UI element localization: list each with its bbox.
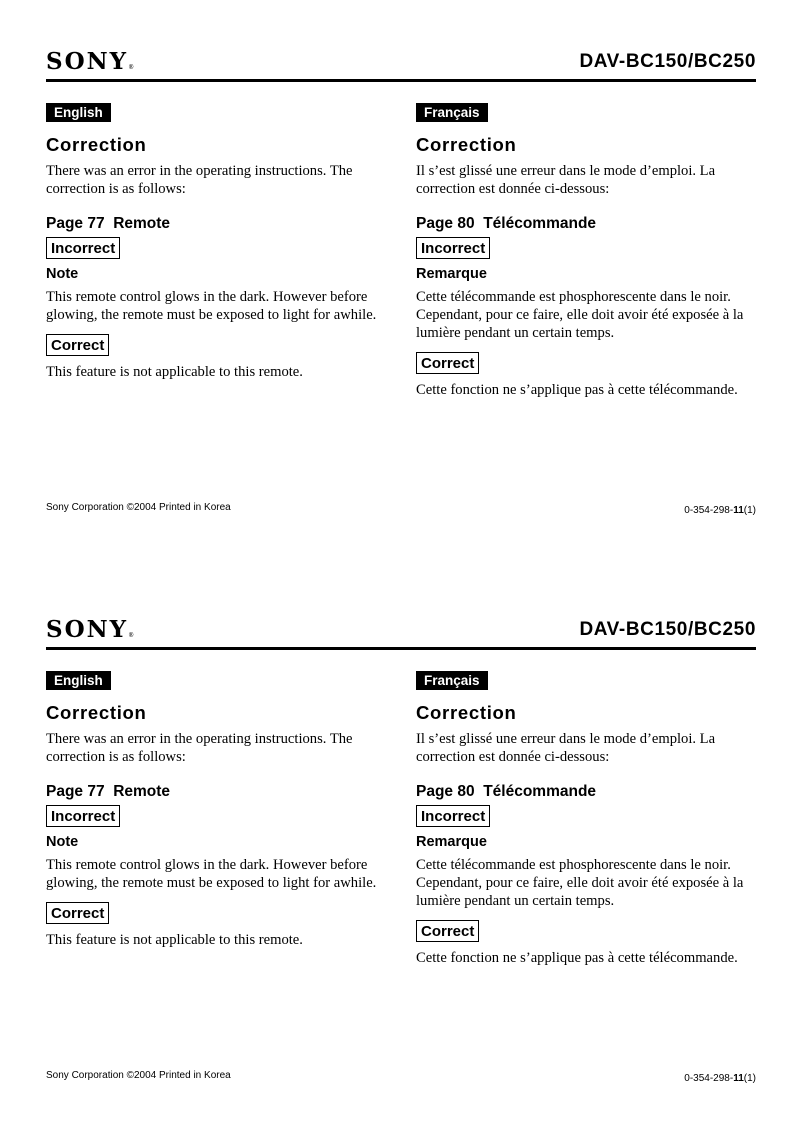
page-reference: Page 77 Remote bbox=[46, 215, 171, 232]
page-reference: Page 80 Télécommande bbox=[416, 215, 597, 232]
intro-text: There was an error in the operating instructions. The correction is as follows: bbox=[46, 163, 353, 197]
note-heading: Note bbox=[46, 266, 79, 282]
incorrect-text: This remote control glows in the dark. However before glowing, the remote must be exposed to light for awhile. bbox=[46, 289, 377, 323]
page-reference: Page 77 Remote bbox=[46, 783, 171, 800]
correct-label: Correct bbox=[46, 902, 109, 924]
page-reference: Page 80 Télécommande bbox=[416, 783, 597, 800]
part-number bbox=[684, 505, 756, 517]
model-number: DAV-BC150/BC250 bbox=[579, 51, 756, 72]
note-heading: Note bbox=[46, 834, 79, 850]
copyright-footer: Sony Corporation ©2004 Printed in Korea bbox=[46, 502, 231, 513]
registered-mark-icon: ® bbox=[128, 64, 135, 71]
header-rule bbox=[46, 647, 756, 650]
correct-label: Correct bbox=[416, 352, 479, 374]
correct-text: Cette fonction ne s’applique pas à cette télécommande. bbox=[416, 382, 738, 398]
correct-text: This feature is not applicable to this remote. bbox=[46, 932, 303, 948]
french-column bbox=[416, 671, 761, 967]
part-number-prefix: 0-354-298- bbox=[684, 1073, 734, 1084]
language-badge-french: Français bbox=[416, 671, 488, 690]
english-column bbox=[46, 103, 391, 381]
correct-label: Correct bbox=[416, 920, 479, 942]
correct-text: Cette fonction ne s’applique pas à cette télécommande. bbox=[416, 950, 738, 966]
incorrect-text: Cette télécommande est phosphorescente dans le noir. Cependant, pour ce faire, elle doit avoir été exposée à la lumière pendant un certain temps. bbox=[416, 857, 744, 909]
intro-text: There was an error in the operating instructions. The correction is as follows: bbox=[46, 731, 353, 765]
incorrect-label: Incorrect bbox=[46, 805, 120, 827]
french-column bbox=[416, 103, 761, 399]
model-number: DAV-BC150/BC250 bbox=[579, 619, 756, 640]
section-title: Correction bbox=[416, 702, 517, 723]
part-number-suffix: (1) bbox=[743, 1073, 756, 1084]
note-heading: Remarque bbox=[416, 266, 487, 282]
note-heading: Remarque bbox=[416, 834, 487, 850]
logo-text: SONY bbox=[46, 48, 129, 75]
header-rule bbox=[46, 79, 756, 82]
correct-text: This feature is not applicable to this remote. bbox=[46, 364, 303, 380]
part-number-revision: 11 bbox=[733, 1073, 744, 1084]
section-title: Correction bbox=[46, 702, 147, 723]
part-number bbox=[684, 1073, 756, 1085]
logo-text: SONY bbox=[46, 616, 129, 643]
incorrect-label: Incorrect bbox=[46, 237, 120, 259]
incorrect-text: This remote control glows in the dark. However before glowing, the remote must be exposed to light for awhile. bbox=[46, 857, 377, 891]
sony-logo bbox=[46, 617, 134, 649]
incorrect-label: Incorrect bbox=[416, 805, 490, 827]
incorrect-label: Incorrect bbox=[416, 237, 490, 259]
language-badge-english: English bbox=[46, 671, 111, 690]
intro-text: Il s’est glissé une erreur dans le mode d’emploi. La correction est donnée ci-dessous: bbox=[416, 163, 716, 197]
section-title: Correction bbox=[46, 134, 147, 155]
part-number-suffix: (1) bbox=[743, 505, 756, 516]
incorrect-text: Cette télécommande est phosphorescente dans le noir. Cependant, pour ce faire, elle doit avoir été exposée à la lumière pendant un certain temps. bbox=[416, 289, 744, 341]
correction-sheet-page-2 bbox=[0, 568, 802, 1135]
registered-mark-icon: ® bbox=[128, 632, 135, 639]
part-number-prefix: 0-354-298- bbox=[684, 505, 734, 516]
english-column bbox=[46, 671, 391, 949]
intro-text: Il s’est glissé une erreur dans le mode d’emploi. La correction est donnée ci-dessous: bbox=[416, 731, 716, 765]
sony-logo bbox=[46, 49, 134, 81]
section-title: Correction bbox=[416, 134, 517, 155]
copyright-footer: Sony Corporation ©2004 Printed in Korea bbox=[46, 1070, 231, 1081]
correct-label: Correct bbox=[46, 334, 109, 356]
correction-sheet-page-1 bbox=[0, 0, 802, 567]
part-number-revision: 11 bbox=[733, 505, 744, 516]
language-badge-english: English bbox=[46, 103, 111, 122]
language-badge-french: Français bbox=[416, 103, 488, 122]
